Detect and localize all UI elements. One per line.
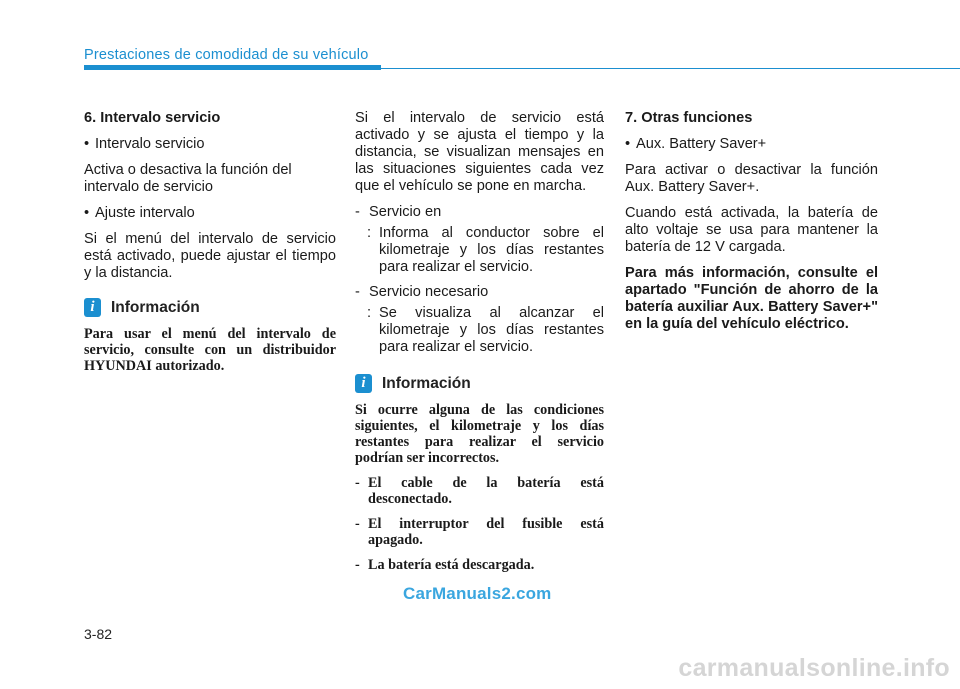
heading-intervalo-servicio: 6. Intervalo servicio <box>84 110 221 126</box>
info-header <box>84 298 336 317</box>
list-item-label: Servicio en <box>369 204 442 220</box>
description-text: Informa al conductor sobre el kilometraje y los días restantes para realizar el servicio. <box>379 225 604 275</box>
info-icon: i <box>355 374 372 393</box>
column-3 <box>625 110 878 342</box>
list-item-description <box>367 225 604 276</box>
info-title: Información <box>382 375 471 392</box>
paragraph: Para activar o desactivar la función Aux. Battery Saver+. <box>625 162 878 195</box>
header-accent-bar <box>84 65 381 70</box>
info-list-item <box>355 475 604 507</box>
bullet-marker: • <box>625 136 631 152</box>
info-list-item <box>355 516 604 548</box>
colon-marker: : <box>367 225 372 241</box>
list-item <box>84 136 336 153</box>
section-title: Prestaciones de comodidad de su vehículo <box>84 47 369 63</box>
dash-marker: - <box>355 204 360 220</box>
list-item <box>625 136 878 153</box>
paragraph: Si el intervalo de servicio está activado y se ajusta el tiempo y la distancia, se visualizan mensajes en las situaciones siguientes cada vez que el vehículo se pone en marcha. <box>355 110 604 194</box>
paragraph: Si el menú del intervalo de servicio está activado, puede ajustar el tiempo y la distancia. <box>84 231 336 281</box>
list-item-text: Aux. Battery Saver+ <box>636 136 767 152</box>
info-list-text: La batería está descargada. <box>368 557 535 573</box>
info-header <box>355 374 604 393</box>
info-list-item <box>355 557 604 573</box>
bullet-marker: • <box>84 205 90 221</box>
list-item-label: Servicio necesario <box>369 284 489 300</box>
list-item-text: Ajuste intervalo <box>95 205 195 221</box>
header-rule <box>381 68 960 69</box>
site-watermark: carmanualsonline.info <box>678 654 950 682</box>
page-header <box>84 44 960 74</box>
info-title: Información <box>111 299 200 316</box>
list-item <box>355 204 604 221</box>
dash-marker: - <box>355 284 360 300</box>
list-item-text: Intervalo servicio <box>95 136 205 152</box>
colon-marker: : <box>367 305 372 321</box>
page-number: 3-82 <box>84 626 113 642</box>
paragraph-bold: Para más información, consulte el apartado "Función de ahorro de la batería auxiliar Aux. Battery Saver+" en la guía del vehículo eléctrico. <box>625 265 878 332</box>
watermark-link[interactable]: CarManuals2.com <box>403 584 552 603</box>
description-text: Se visualiza al alcanzar el kilometraje y los días restantes para realizar el servicio. <box>379 305 604 355</box>
info-text: Para usar el menú del intervalo de servicio, consulte con un distribuidor HYUNDAI autorizado. <box>84 326 336 374</box>
dash-marker: - <box>355 557 360 573</box>
column-2 <box>355 110 604 582</box>
bullet-marker: • <box>84 136 90 152</box>
list-item-description <box>367 305 604 356</box>
paragraph: Cuando está activada, la batería de alto voltaje se usa para mantener la batería de 12 V cargada. <box>625 205 878 255</box>
dash-marker: - <box>355 475 360 491</box>
paragraph: Activa o desactiva la función del intervalo de servicio <box>84 162 292 195</box>
column-1 <box>84 110 336 383</box>
info-icon: i <box>84 298 101 317</box>
heading-otras-funciones: 7. Otras funciones <box>625 110 753 126</box>
dash-marker: - <box>355 516 360 532</box>
list-item <box>355 284 604 301</box>
info-list-text: El interruptor del fusible está apagado. <box>368 516 604 548</box>
list-item <box>84 205 336 222</box>
info-text: Si ocurre alguna de las condiciones siguientes, el kilometraje y los días restantes para realizar el servicio podrían ser incorrectos. <box>355 402 604 466</box>
info-list-text: El cable de la batería está desconectado. <box>368 475 604 507</box>
